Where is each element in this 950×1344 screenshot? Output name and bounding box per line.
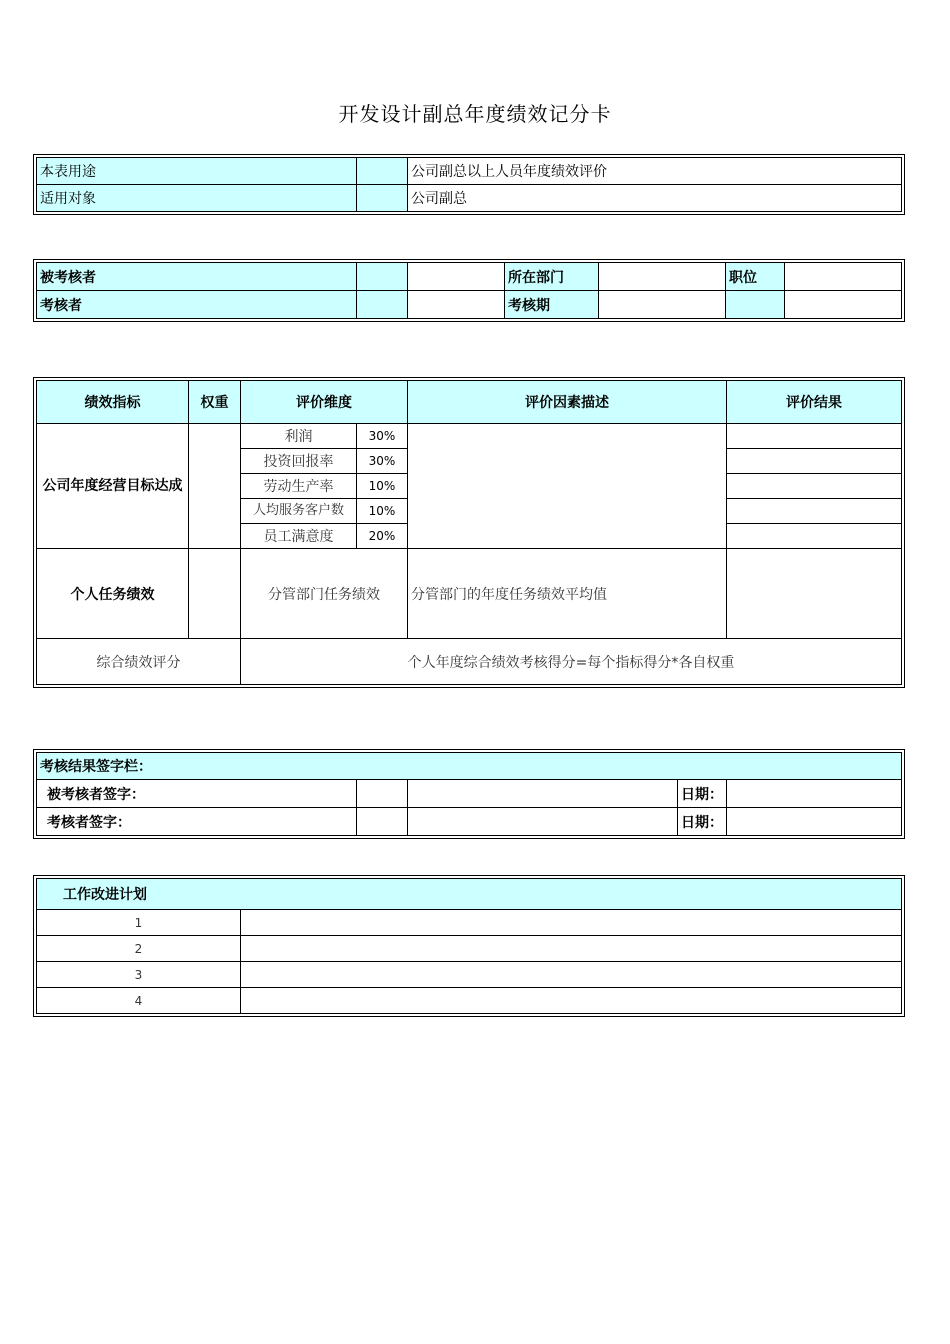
improvement-row-content[interactable]	[241, 910, 902, 936]
dimension-name: 劳动生产率	[241, 474, 357, 499]
assessor-sign-label: 考核者签字：	[37, 808, 357, 836]
header-dimension: 评价维度	[241, 381, 408, 424]
purpose-table	[36, 157, 902, 212]
header-indicator: 绩效指标	[37, 381, 189, 424]
usage-spacer	[357, 158, 408, 185]
header-description: 评价因素描述	[408, 381, 727, 424]
performance-table	[36, 380, 902, 685]
signature-table	[36, 752, 902, 836]
dimension-weight: 20%	[357, 524, 408, 549]
improvement-row-number: 3	[37, 962, 241, 988]
dimension-weight: 30%	[357, 424, 408, 449]
overall-label: 综合绩效评分	[37, 639, 241, 685]
company-goal-weight[interactable]	[189, 424, 241, 549]
personal-task-description: 分管部门的年度任务绩效平均值	[408, 549, 727, 639]
target-value: 公司副总	[408, 185, 902, 212]
result-cell[interactable]	[727, 449, 902, 474]
assessee-label: 被考核者	[37, 263, 357, 291]
department-label: 所在部门	[505, 263, 599, 291]
target-label: 适用对象	[37, 185, 357, 212]
assessor-date-label: 日期：	[678, 808, 727, 836]
usage-value: 公司副总以上人员年度绩效评价	[408, 158, 902, 185]
usage-label: 本表用途	[37, 158, 357, 185]
improvement-row-number: 4	[37, 988, 241, 1014]
assessee-sign-field[interactable]	[408, 780, 678, 808]
target-spacer	[357, 185, 408, 212]
company-goal-description	[408, 424, 727, 549]
company-goal-label: 公司年度经营目标达成	[37, 424, 189, 549]
assessor-date-field[interactable]	[727, 808, 902, 836]
dimension-name: 员工满意度	[241, 524, 357, 549]
improvement-row-content[interactable]	[241, 962, 902, 988]
personal-task-result[interactable]	[727, 549, 902, 639]
overall-formula: 个人年度综合绩效考核得分=每个指标得分*各自权重	[241, 639, 902, 685]
assessor-spacer	[357, 291, 408, 319]
result-cell[interactable]	[727, 524, 902, 549]
dimension-name: 人均服务客户数	[241, 499, 357, 524]
assessee-spacer	[357, 263, 408, 291]
period-value[interactable]	[599, 291, 726, 319]
header-weight: 权重	[189, 381, 241, 424]
dimension-weight: 10%	[357, 499, 408, 524]
assessor-label: 考核者	[37, 291, 357, 319]
improvement-row-number: 2	[37, 936, 241, 962]
assessee-sign-spacer	[357, 780, 408, 808]
position-label: 职位	[726, 263, 785, 291]
signature-header: 考核结果签字栏：	[37, 753, 902, 780]
improvement-header: 工作改进计划	[37, 879, 902, 910]
assessee-date-field[interactable]	[727, 780, 902, 808]
result-cell[interactable]	[727, 474, 902, 499]
assessee-sign-label: 被考核者签字：	[37, 780, 357, 808]
department-value[interactable]	[599, 263, 726, 291]
improvement-row-content[interactable]	[241, 988, 902, 1014]
header-result: 评价结果	[727, 381, 902, 424]
improvement-row-content[interactable]	[241, 936, 902, 962]
result-cell[interactable]	[727, 424, 902, 449]
page-title: 开发设计副总年度绩效记分卡	[338, 102, 612, 126]
period-spacer	[726, 291, 785, 319]
improvement-table	[36, 878, 902, 1014]
assessor-value[interactable]	[408, 291, 505, 319]
assessor-sign-field[interactable]	[408, 808, 678, 836]
personal-task-weight[interactable]	[189, 549, 241, 639]
personal-task-dimension: 分管部门任务绩效	[241, 549, 408, 639]
assessee-value[interactable]	[408, 263, 505, 291]
personnel-table	[36, 262, 902, 319]
result-cell[interactable]	[727, 499, 902, 524]
dimension-name: 利润	[241, 424, 357, 449]
position-value[interactable]	[785, 263, 902, 291]
period-label: 考核期	[505, 291, 599, 319]
dimension-weight: 30%	[357, 449, 408, 474]
dimension-weight: 10%	[357, 474, 408, 499]
period-extra[interactable]	[785, 291, 902, 319]
assessee-date-label: 日期：	[678, 780, 727, 808]
personal-task-label: 个人任务绩效	[37, 549, 189, 639]
dimension-name: 投资回报率	[241, 449, 357, 474]
improvement-row-number: 1	[37, 910, 241, 936]
assessor-sign-spacer	[357, 808, 408, 836]
